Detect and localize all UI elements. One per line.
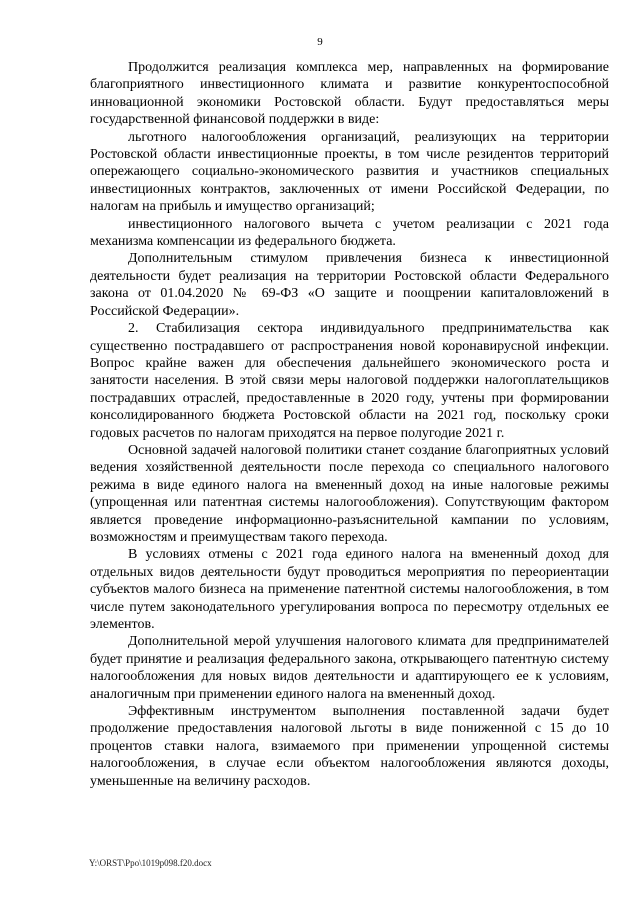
paragraph-investment-climate: Продолжится реализация комплекса мер, направленных на формирование благоприятного инвестиционного климата и развитие конкурентоспособной инновационной экономики Ростовской области. Будут предоставляться меры государственной финансовой поддержки в виде: bbox=[90, 60, 609, 128]
paragraph-envd-cancellation: В условиях отмены с 2021 года единого налога на вмененный доход для отдельных видов деятельности будут проводиться мероприятия по переориентации субъектов малого бизнеса на применение патентной системы налогообложения, в том числе путем законодательного урегулирования вопроса по пересмотру отдельных ее элементов. bbox=[90, 547, 609, 632]
paragraph-stabilization: 2. Стабилизация сектора индивидуального предпринимательства как существенно пострадавшего от распространения новой коронавирусной инфекции. Вопрос крайне важен для обеспечения дальнейшего экономического роста и занятости населения. В этой связи меры налоговой поддержки налогоплательщиков пострадавших отраслей, предоставленные в 2020 году, учтены при формировании консолидированного бюджета Ростовской области на 2021 год, поскольку сроки годовых расчетов по налогам приходятся на первое полугодие 2021 г. bbox=[90, 321, 609, 441]
footer-file-path: Y:\ORST\Ppo\1019p098.f20.docx bbox=[89, 858, 212, 868]
paragraph-federal-law: Дополнительным стимулом привлечения бизнеса к инвестиционной деятельности будет реализация на территории Ростовской области Федерального закона от 01.04.2020 № 69-ФЗ «О защите и поощрении капиталовложений в Российской Федерации». bbox=[90, 251, 609, 319]
paragraph-investment-deduction: инвестиционного налогового вычета с учетом реализации с 2021 года механизма компенсации из федерального бюджета. bbox=[90, 216, 609, 250]
paragraph-reduced-rate: Эффективным инструментом выполнения поставленной задачи будет продолжение предоставления налоговой льготы в виде пониженной с 15 до 10 процентов ставки налога, взимаемого при применении упрощенной системы налогообложения, в случае если объектом налогообложения являются доходы, уменьшенные на величину расходов. bbox=[90, 704, 609, 789]
paragraph-main-task: Основной задачей налоговой политики станет создание благоприятных условий ведения хозяйственной деятельности после перехода со специального налогового режима в виде единого налога на вмененный доход на иные налоговые режимы (упрощенная или патентная системы налогообложения). Сопутствующим фактором является проведение информационно-разъяснительной кампании по условиям, возможностям и преимуществам такого перехода. bbox=[90, 442, 609, 545]
paragraph-tax-benefits: льготного налогообложения организаций, реализующих на территории Ростовской области инвестиционные проекты, в том числе резидентов территорий опережающего социально-экономического развития и участников специальных инвестиционных контрактов, заключенных от имени Российской Федерации, по налогам на прибыль и имущество организаций; bbox=[90, 129, 609, 215]
paragraph-patent-system: Дополнительной мерой улучшения налогового климата для предпринимателей будет принятие и реализация федерального закона, открывающего патентную систему налогообложения для новых видов деятельности и адаптирующего ее к условиям, аналогичным при применении единого налога на вмененный доход. bbox=[90, 634, 609, 702]
page-number: 9 bbox=[317, 36, 323, 48]
document-body bbox=[90, 59, 609, 790]
